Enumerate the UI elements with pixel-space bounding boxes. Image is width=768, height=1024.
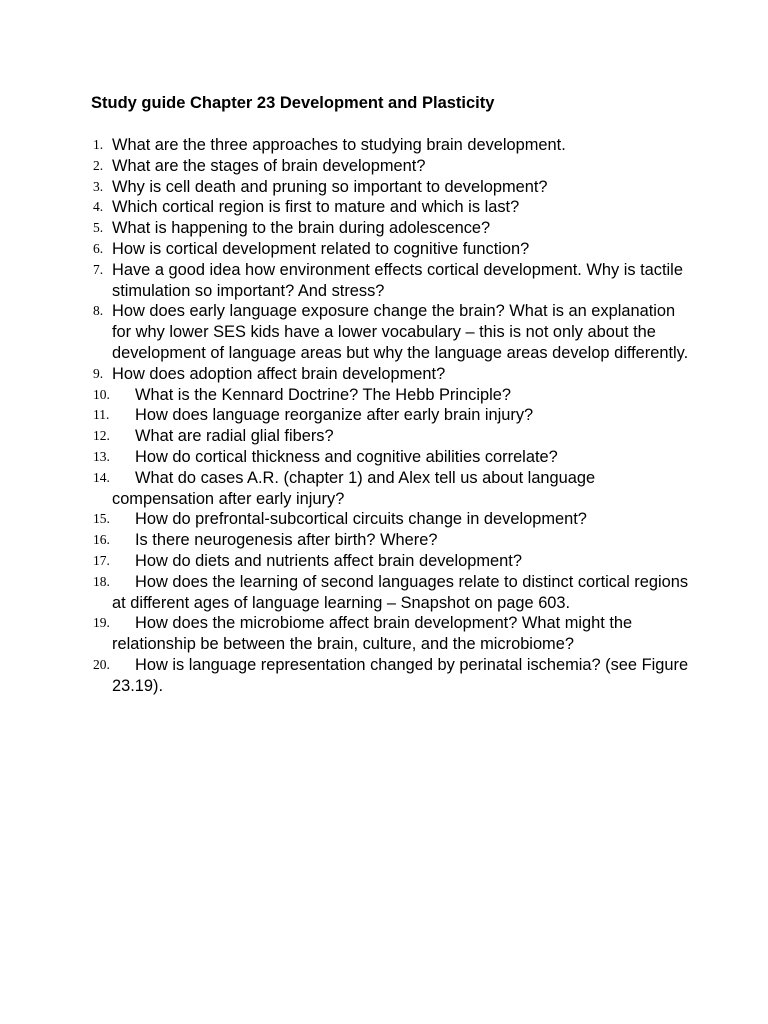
question-number: 12.: [93, 428, 110, 444]
question-item: [93, 177, 693, 198]
question-item: [93, 572, 693, 614]
question-item: [93, 260, 693, 302]
question-text: How do prefrontal-subcortical circuits change in development?: [135, 510, 587, 529]
question-number: 18.: [93, 573, 110, 589]
question-number: 3.: [93, 178, 104, 194]
question-item: [93, 301, 693, 363]
page-title: Study guide Chapter 23 Development and Plasticity: [91, 94, 495, 112]
question-number: 14.: [93, 469, 110, 485]
question-text: What are radial glial fibers?: [135, 427, 334, 446]
question-text: How does early language exposure change the brain? What is an explanation for why lower SES kids have a lower vocabulary – this is not only about the development of language areas but why the language areas develop differently.: [112, 302, 689, 362]
question-item: [93, 551, 693, 572]
question-text: How is cortical development related to cognitive function?: [112, 239, 530, 258]
question-item: [93, 613, 693, 655]
question-number: 1.: [93, 137, 104, 152]
question-text: Why is cell death and pruning so important to development?: [112, 177, 548, 196]
question-text: What do cases A.R. (chapter 1) and Alex tell us about language compensation after early injury?: [112, 468, 596, 508]
question-item: [93, 426, 693, 447]
question-list: [93, 135, 693, 697]
question-text: How does the microbiome affect brain development? What might the relationship be between the brain, culture, and the microbiome?: [112, 614, 633, 654]
question-item: [93, 239, 693, 260]
question-text: How do diets and nutrients affect brain development?: [135, 551, 522, 570]
question-number: 10.: [93, 386, 110, 402]
question-item: [93, 156, 693, 177]
question-text: What is the Kennard Doctrine? The Hebb Principle?: [135, 385, 511, 404]
question-number: 16.: [93, 532, 110, 548]
question-text: Is there neurogenesis after birth? Where?: [135, 531, 438, 550]
question-number: 9.: [93, 365, 104, 381]
question-number: 20.: [93, 656, 110, 672]
question-text: How do cortical thickness and cognitive abilities correlate?: [135, 447, 558, 466]
question-item: [93, 509, 693, 530]
question-text: How does the learning of second languages relate to distinct cortical regions at different ages of language learning – Snapshot on page 603.: [112, 572, 689, 612]
question-item: [93, 530, 693, 551]
question-text: How does adoption affect brain development?: [112, 364, 446, 383]
question-number: 13.: [93, 448, 110, 464]
question-item: [93, 218, 693, 239]
question-text: Which cortical region is first to mature and which is last?: [112, 198, 520, 217]
question-item: [93, 405, 693, 426]
question-number: 11.: [93, 407, 110, 423]
question-item: [93, 385, 693, 406]
question-item: [93, 447, 693, 468]
question-number: 7.: [93, 261, 104, 277]
question-text: Have a good idea how environment effects cortical development. Why is tactile stimulation so important? And stress?: [112, 260, 683, 300]
question-number: 6.: [93, 240, 104, 256]
question-number: 15.: [93, 511, 110, 527]
question-item: [93, 655, 693, 697]
question-item: [93, 135, 693, 156]
question-number: 17.: [93, 552, 110, 568]
question-number: 5.: [93, 220, 104, 236]
question-text: How does language reorganize after early brain injury?: [135, 406, 534, 425]
question-item: [93, 364, 693, 385]
question-number: 19.: [93, 615, 110, 631]
question-text: What are the stages of brain development?: [112, 156, 426, 175]
question-number: 2.: [93, 157, 104, 173]
question-number: 4.: [93, 199, 104, 215]
question-number: 8.: [93, 303, 104, 319]
question-text: What are the three approaches to studying brain development.: [112, 136, 566, 154]
question-text: What is happening to the brain during adolescence?: [112, 219, 491, 238]
question-item: [93, 468, 693, 510]
question-item: [93, 197, 693, 218]
question-text: How is language representation changed by perinatal ischemia? (see Figure 23.19).: [112, 655, 689, 695]
